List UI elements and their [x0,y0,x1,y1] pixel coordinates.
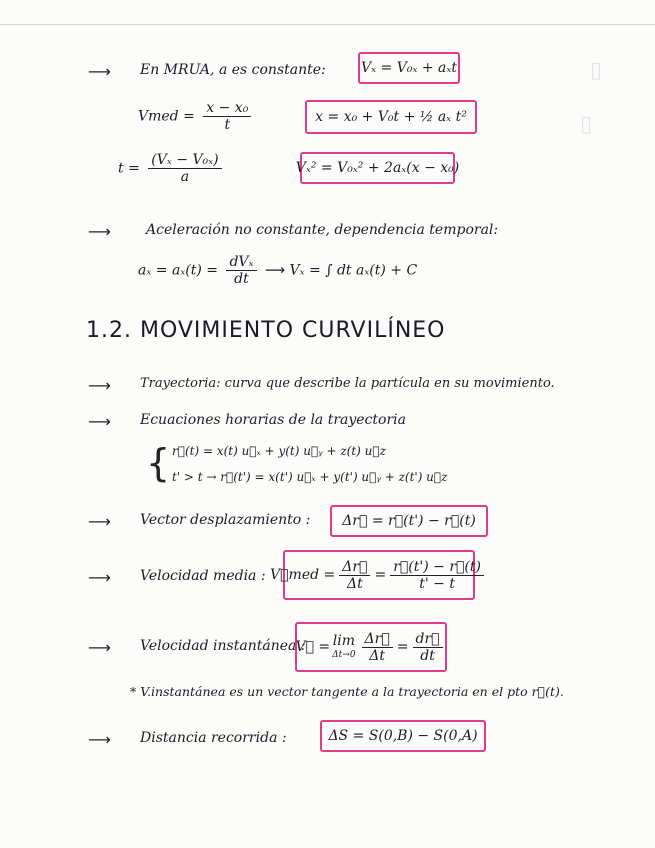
instant-velocity-fraction-1 [362,631,393,664]
page-edge-line [0,24,655,25]
arrow-icon: ⟶ [88,222,111,241]
box-mean-velocity [270,550,481,600]
displacement-label: Vector desplazamiento : [140,512,311,528]
t-numerator: (Vₓ − V₀ₓ) [148,152,221,169]
instant-velocity-fraction-2 [413,631,443,664]
section-title: 1.2. MOVIMIENTO CURVILÍNEO [86,318,446,343]
acceleration-equation [138,254,417,287]
vmed-numerator: x − x₀ [203,100,251,117]
t-denominator: a [180,169,190,185]
bleed-through-mark: ▯ [580,112,593,137]
arrow-icon: ⟶ [88,412,111,431]
equals-sign: = [396,639,409,655]
mean-velocity-fraction-1 [339,559,370,592]
t-left: t = [118,160,140,177]
equations-title: Ecuaciones horarias de la trayectoria [140,412,406,428]
instant-velocity-num-1: Δr⃗ [362,631,393,648]
box-instant-velocity [295,622,447,672]
vmed-left: Vmed = [138,108,195,125]
position-vector-eq: r⃗(t) = x(t) u⃗ₓ + y(t) u⃗ᵧ + z(t) u⃗z [172,444,386,458]
mean-velocity-num-1: Δr⃗ [339,559,370,576]
instant-velocity-num-2: dr⃗ [413,631,443,648]
limit-subscript: Δt→0 [332,650,356,660]
limit-block [332,633,355,661]
bleed-through-mark: ▯ [590,58,603,83]
box-distance: ΔS = S(0,B) − S(0,A) [320,720,486,752]
brace-icon: { [146,441,171,485]
arrow-icon: ⟶ [88,512,111,531]
box-position-mrua: x = x₀ + V₀t + ½ aₓ t² [305,100,477,134]
t-fraction [148,152,221,185]
vmed-equation [138,100,255,133]
box-velocity-squared: Vₓ² = V₀ₓ² + 2aₓ(x − x₀) [300,152,455,184]
instant-velocity-den-2: dt [420,647,435,664]
mean-velocity-label: Velocidad media : [140,568,266,584]
non-constant-text: Aceleración no constante, dependencia temporal: [146,222,499,238]
equals-sign: = [374,567,387,583]
accel-right: Vₓ = ∫ dt aₓ(t) + C [289,262,418,279]
tangent-note: * V.instantánea es un vector tangente a la trayectoria en el pto r⃗(t). [130,684,564,699]
box-velocity-mrua: Vₓ = V₀ₓ + aₓt [358,52,460,84]
distance-label: Distancia recorrida : [140,730,287,746]
position-vector-eq-later: t' > t → r⃗(t') = x(t') u⃗ₓ + y(t') u⃗ᵧ + z(t') u⃗z [172,470,448,484]
accel-fraction [226,254,256,287]
accel-left: aₓ = aₓ(t) = [138,262,218,279]
arrow-icon: ⟶ [264,262,290,279]
limit-text: lim [332,633,355,649]
mean-velocity-fraction-2 [390,559,484,592]
mrua-text: En MRUA, a es constante: [140,62,326,78]
instant-velocity-den-1: Δt [369,647,386,664]
arrow-icon: ⟶ [88,638,111,657]
accel-numerator: dVₓ [226,254,256,271]
mean-velocity-left: V⃗med = [270,567,336,583]
arrow-icon: ⟶ [88,568,111,587]
mean-velocity-den-1: Δt [346,575,363,592]
instant-velocity-left: V⃗ = [295,639,331,655]
arrow-icon: ⟶ [88,730,111,749]
vmed-denominator: t [224,117,231,133]
arrow-icon: ⟶ [88,62,111,81]
vmed-fraction [203,100,251,133]
arrow-icon: ⟶ [88,376,111,395]
trajectory-text: Trayectoria: curva que describe la partícula en su movimiento. [140,376,555,391]
mean-velocity-den-2: t' − t [419,575,455,592]
mean-velocity-num-2: r⃗(t') − r⃗(t) [390,559,484,576]
accel-denominator: dt [234,271,249,287]
t-equation [118,152,226,185]
instant-velocity-label: Velocidad instantánea : [140,638,306,654]
box-displacement: Δr⃗ = r⃗(t') − r⃗(t) [330,505,488,537]
